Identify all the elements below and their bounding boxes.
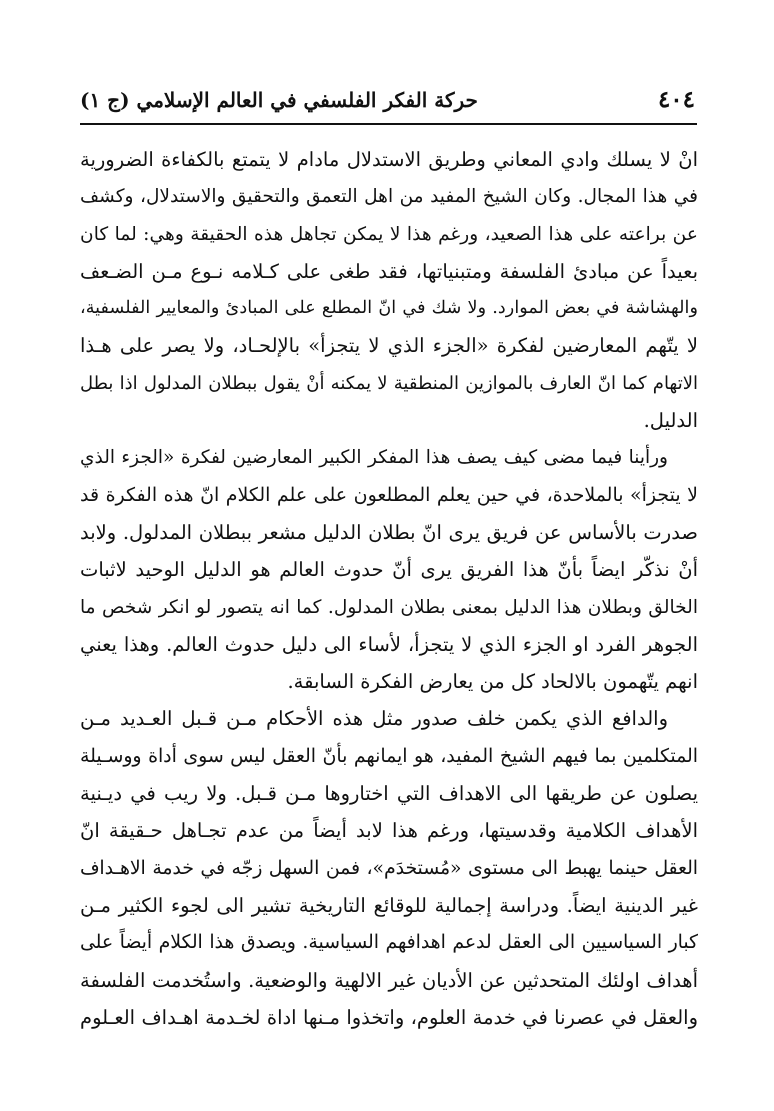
text-line: والدافع الذي يكمن خلف صدور مثل هذه الأحكام مـن قـبل العـديد مـن bbox=[80, 707, 668, 731]
text-line: بعيداً عن مبادئ الفلسفة ومتبنياتها، فقد طغى على كـلامه نـوع مـن الضـعف bbox=[80, 259, 698, 283]
text-line: الخالق وبطلان هذا الدليل بمعنى بطلان المدلول. كما انه يتصور لو انكر شخص ما bbox=[80, 596, 698, 618]
text-line: عن براعته على هذا الصعيد، ورغم هذا لا يمكن تجاهل هذه الحقيقة وهي: لما كان bbox=[80, 223, 698, 245]
header-divider bbox=[80, 123, 697, 125]
running-title: حركة الفكر الفلسفي في العالم الإسلامي (ج ١) bbox=[80, 88, 478, 112]
text-line: يصلون عن طريقها الى الاهداف التي اختاروها مـن قـبل. ولا ريب في ديـنية bbox=[80, 782, 698, 806]
text-line: صدرت بالأساس عن فريق يرى انّ بطلان الدليل مشعر ببطلان المدلول. ولابد bbox=[80, 520, 698, 544]
body-text bbox=[80, 141, 698, 1036]
paragraph-3 bbox=[80, 700, 698, 1036]
page-header bbox=[80, 84, 695, 122]
text-line: أهداف اولئك المتحدثين عن الأديان غير الالهية والوضعية. واستُخدمت الفلسفة bbox=[80, 968, 698, 992]
text-line: أنْ نذكّر ايضاً بأنّ هذا الفريق يرى أنّ حدوث العالم هو الدليل الوحيد لاثبات bbox=[80, 558, 698, 582]
text-line: انْ لا يسلك وادي المعاني وطريق الاستدلال مادام لا يتمتع بالكفاءة الضرورية bbox=[80, 148, 698, 171]
text-line: الدليل. bbox=[643, 409, 698, 433]
text-line: الأهداف الكلامية وقدسيتها، ورغم هذا لابد أيضاً من عدم تجـاهل حـقيقة انّ bbox=[80, 819, 698, 843]
text-line: والعقل في عصرنا في خدمة العلوم، واتخذوا مـنها اداة لخـدمة اهـداف العـلوم bbox=[80, 1005, 698, 1029]
text-line: ورأينا فيما مضى كيف يصف هذا المفكر الكبير المعارضين لفكرة «الجزء الذي bbox=[80, 447, 668, 469]
text-line: غير الدينية ايضاً. ودراسة إجمالية للوقائع التاريخية تشير الى لجوء الكثير مـن bbox=[80, 893, 698, 917]
text-line: الاتهام كما انّ العارف بالموازين المنطقية لا يمكنه أنْ يقول ببطلان المدلول اذا بطل bbox=[80, 372, 698, 394]
text-line: انهم يتّهمون بالالحاد كل من يعارض الفكرة السابقة. bbox=[287, 670, 698, 694]
text-line: والهشاشة في بعض الموارد. ولا شك في انّ المطلع على المبادئ والمعايير الفلسفية، bbox=[80, 298, 698, 319]
text-line: في هذا المجال. وكان الشيخ المفيد من اهل التعمق والتحقيق والاستدلال، وكشف bbox=[80, 186, 698, 208]
text-line: المتكلمين بما فيهم الشيخ المفيد، هو ايمانهم بأنّ العقل ليس سوى أداة ووسـيلة bbox=[80, 745, 698, 767]
text-line: لا يتجزأ» بالملاحدة، في حين يعلم المطلعون على علم الكلام انّ هذه الفكرة قد bbox=[80, 483, 698, 506]
text-line: الجوهر الفرد او الجزء الذي لا يتجزأ، لأساء الى دليل حدوث العالم. وهذا يعني bbox=[80, 632, 698, 656]
page-number: ٤٠٤ bbox=[657, 86, 695, 113]
text-line: كبار السياسيين الى العقل لدعم اهدافهم السياسية. ويصدق هذا الكلام أيضاً على bbox=[80, 932, 698, 954]
paragraph-2 bbox=[80, 439, 698, 700]
text-line: لا يتّهم المعارضين لفكرة «الجزء الذي لا يتجزأ» بالإلحـاد، ولا يصر على هـذا bbox=[80, 334, 698, 358]
paragraph-1 bbox=[80, 141, 698, 439]
text-line: العقل حينما يهبط الى مستوى «مُستخدَم»، فمن السهل زجّه في خدمة الاهـداف bbox=[80, 857, 698, 879]
